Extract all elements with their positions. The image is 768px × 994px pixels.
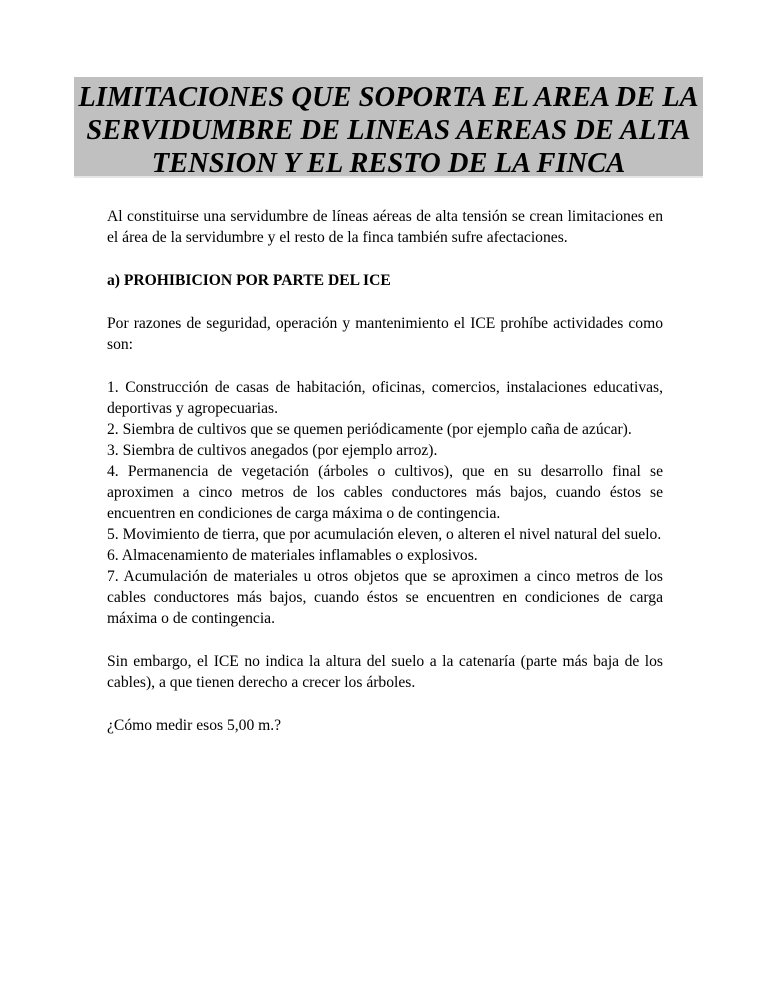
list-item: 2. Siembra de cultivos que se quemen periódicamente (por ejemplo caña de azúcar). xyxy=(107,421,632,438)
intro-paragraph: Al constituirse una servidumbre de líneas aéreas de alta tensión se crean limitaciones en el área de la servidumbre y el resto de la finca también sufre afectaciones. xyxy=(107,208,663,246)
list-item: 1. Construcción de casas de habitación, oficinas, comercios, instalaciones educativas, deportivas y agropecuarias. xyxy=(107,379,663,417)
question-paragraph: ¿Cómo medir esos 5,00 m.? xyxy=(107,717,282,734)
section-intro: Por razones de seguridad, operación y mantenimiento el ICE prohíbe actividades como son: xyxy=(107,315,663,353)
list-item: 6. Almacenamiento de materiales inflamables o explosivos. xyxy=(107,547,478,564)
section-heading: a) PROHIBICION POR PARTE DEL ICE xyxy=(107,272,391,289)
document-title: LIMITACIONES QUE SOPORTA EL AREA DE LA SERVIDUMBRE DE LINEAS AEREAS DE ALTA TENSION Y EL RESTO DE LA FINCA xyxy=(78,82,699,179)
list-item: 4. Permanencia de vegetación (árboles o cultivos), que en su desarrollo final se aproximen a cinco metros de los cables conductores más bajos, cuando éstos se encuentren en condiciones de carga máxima o de contingencia. xyxy=(107,463,663,522)
list-item: 7. Acumulación de materiales u otros objetos que se aproximen a cinco metros de los cables conductores más bajos, cuando éstos se encuentren en condiciones de carga máxima o de contingencia. xyxy=(107,568,663,627)
closing-paragraph: Sin embargo, el ICE no indica la altura del suelo a la catenaría (parte más baja de los cables), a que tienen derecho a crecer los árboles. xyxy=(107,653,663,691)
list-item: 5. Movimiento de tierra, que por acumulación eleven, o alteren el nivel natural del suelo. xyxy=(107,526,662,543)
list-item: 3. Siembra de cultivos anegados (por ejemplo arroz). xyxy=(107,442,438,459)
title-banner xyxy=(74,77,703,178)
document-body xyxy=(107,206,663,736)
